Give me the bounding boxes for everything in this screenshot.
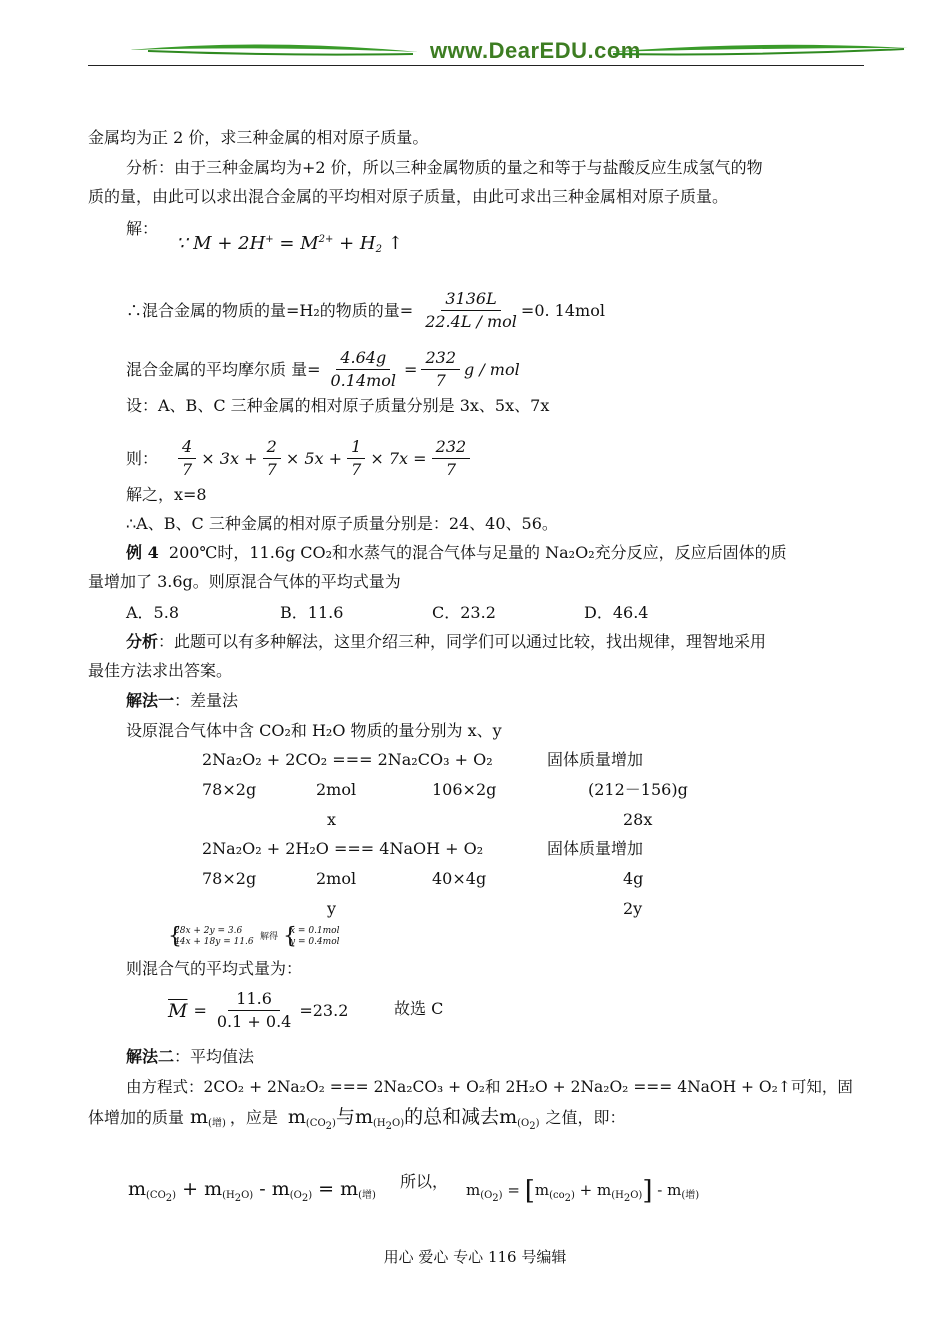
fraction-numerator: 3136L	[441, 288, 500, 311]
fraction-denominator: 7	[435, 371, 446, 390]
reaction-1: 2Na₂O₂ + 2CO₂ === 2Na₂CO₃ + O₂	[202, 750, 493, 769]
moles-fraction	[421, 288, 521, 333]
analysis-label: 分析	[126, 632, 159, 651]
fraction-numerator: 11.6	[228, 988, 280, 1011]
option-b: B．11.6	[280, 603, 344, 622]
option-a: A．5.8	[126, 603, 180, 622]
reaction-2: 2Na₂O₂ + 2H₂O === 4NaOH + O₂	[202, 839, 484, 858]
reaction-2-cell: y	[327, 899, 337, 918]
o2-mass-formula: $m_{(O_2)} = [m_{(co_2)} + m_{(H_2O)}] - m_{(增)}$	[465, 1176, 700, 1206]
system-eq: 28x + 2y = 3.6	[174, 926, 243, 936]
text-span: 的总和减去	[404, 1106, 500, 1128]
reaction-1-cell: (212－156)g	[588, 780, 688, 799]
m-bar-symbol: $\overline{M}$	[168, 999, 188, 1022]
therefore-label: 所以，	[399, 1172, 448, 1191]
reaction-1-cell: 28x	[623, 810, 653, 829]
site-logo-text: www.DearEDU.com	[430, 38, 641, 63]
header-rule	[88, 65, 864, 66]
reaction-1-cell: 2mol	[316, 780, 357, 799]
fraction-denominator: 0.1 + 0.4	[216, 1012, 292, 1031]
mass-balance-line	[128, 1172, 700, 1210]
solution-label: 解：	[126, 219, 159, 238]
reaction-1-cell: 106×2g	[432, 780, 497, 799]
left-leaf-decoration	[128, 42, 418, 58]
equals-sign: =	[404, 359, 418, 379]
molar-mass-fraction	[327, 347, 401, 392]
method-name: ：平均值法	[174, 1047, 255, 1066]
reaction-equation: ∵ $M + 2H^+ = M^{2+} + H_2$ ↑	[176, 233, 403, 255]
m-o2: $m_{(O_2)}$	[499, 1106, 540, 1132]
system-sol: x = 0.1mol	[290, 926, 340, 936]
molar-mass-fraction-2	[421, 347, 460, 392]
fraction-denominator: 0.14mol	[330, 371, 397, 390]
m-co2: $m_{(CO_2)}$	[287, 1106, 336, 1132]
reaction-2-note: 固体质量增加	[547, 839, 644, 858]
system-sol: y = 0.4mol	[290, 937, 340, 947]
example-4-line-2: 量增加了 3.6g。则原混合气体的平均式量为	[88, 572, 401, 591]
method-label: 解法一	[126, 691, 175, 710]
text-span: 之值，即：	[545, 1108, 626, 1127]
text-span: 体增加的质量	[88, 1108, 185, 1127]
reaction-1-cell: 78×2g	[202, 780, 257, 799]
m-increase: $m_{(增)}$	[190, 1106, 226, 1129]
average-result: =23.2	[299, 1000, 349, 1020]
fraction-numerator: 232	[421, 347, 460, 370]
molar-mass-unit: g / mol	[464, 359, 520, 379]
method-2-line-2	[88, 1106, 626, 1138]
option-d: D．46.4	[584, 603, 649, 622]
assumption-line: 设：A、B、C 三种金属的相对原子质量分别是 3x、5x、7x	[126, 396, 550, 415]
mass-balance-formula: $m_{(CO_2)} + m_{(H_2O)} - m_{(O_2)} = m_{(增)}$	[128, 1178, 376, 1204]
reaction-2-cell: 2y	[623, 899, 643, 918]
right-leaf-decoration	[608, 42, 908, 58]
average-fraction	[213, 988, 295, 1033]
conclusion-line: ∴A、B、C 三种金属的相对原子质量分别是：24、40、56。	[126, 514, 558, 533]
option-c: C．23.2	[432, 603, 496, 622]
reaction-1-cell: x	[327, 810, 337, 829]
equation-line	[126, 436, 470, 481]
molar-mass-prefix: 混合金属的平均摩尔质 量=	[126, 359, 321, 379]
moles-line	[126, 288, 605, 333]
page-footer: 用心 爱心 专心 116 号编辑	[383, 1248, 567, 1266]
fraction-numerator: 4.64g	[336, 347, 390, 370]
method-2-equation: 由方程式：2CO₂ + 2Na₂O₂ === 2Na₂CO₃ + O₂和 2H₂O + 2Na₂O₂ === 4NaOH + O₂↑可知，固	[126, 1078, 853, 1096]
analysis-2-line-2: 最佳方法求出答案。	[88, 661, 233, 680]
method-1-heading	[126, 690, 238, 712]
example-4-line	[126, 542, 787, 564]
analysis-2-line	[126, 631, 766, 653]
average-text: 则混合气的平均式量为：	[126, 959, 303, 978]
example-text: 200℃时，11.6g CO₂和水蒸气的混合气体与足量的 Na₂O₂充分反应，反应后固体的质	[168, 543, 787, 562]
text-span: ，应是	[229, 1108, 278, 1127]
example-label: 例 4	[126, 543, 159, 562]
method-name: ：差量法	[174, 691, 239, 710]
analysis-text: ：此题可以有多种解法，这里介绍三种，同学们可以通过比较，找出规律，理智地采用	[158, 632, 767, 651]
answer-choice: 故选 C	[394, 999, 444, 1018]
system-eq: 44x + 18y = 11.6	[174, 937, 254, 947]
method-label: 解法二	[126, 1047, 175, 1066]
text-line: 金属均为正 2 价，求三种金属的相对原子质量。	[88, 128, 429, 147]
reaction-2-cell: 40×4g	[432, 869, 487, 888]
analysis-line: 质的量，由此可以求出混合金属的平均相对原子质量，由此可求出三种金属相对原子质量。	[88, 187, 729, 206]
reaction-2-cell: 78×2g	[202, 869, 257, 888]
m-h2o: $m_{(H_2O)}$	[354, 1106, 405, 1132]
moles-prefix: ∴混合金属的物质的量=H₂的物质的量=	[126, 300, 414, 320]
moles-result: =0. 14mol	[520, 300, 605, 320]
average-formula: $\overline{M}$ = $\frac{11.6}{0.1 + 0.4}$ =23.2	[168, 989, 349, 1031]
fraction-denominator: 22.4L / mol	[425, 312, 517, 331]
system-solved-label: 解得	[260, 932, 279, 942]
solve-line: 解之，x=8	[126, 485, 207, 504]
reaction-1-note: 固体质量增加	[547, 750, 644, 769]
analysis-line: 分析：由于三种金属均为+2 价，所以三种金属物质的量之和等于与盐酸反应生成氢气的物	[126, 158, 763, 177]
page-header	[88, 38, 864, 68]
method-2-heading	[126, 1046, 254, 1068]
text-span: 与	[335, 1106, 355, 1128]
method-1-setup: 设原混合气体中含 CO₂和 H₂O 物质的量分别为 x、y	[126, 721, 502, 740]
then-label: 则：	[126, 448, 159, 468]
reaction-2-cell: 4g	[623, 869, 644, 888]
molar-mass-line	[126, 347, 520, 392]
mass-equation: $\frac{4}{7}$ × 3x + $\frac{2}{7}$ × 5x + $\frac{1}{7}$ × 7x = $\frac{232}{7}$	[178, 436, 470, 481]
reaction-2-cell: 2mol	[316, 869, 357, 888]
